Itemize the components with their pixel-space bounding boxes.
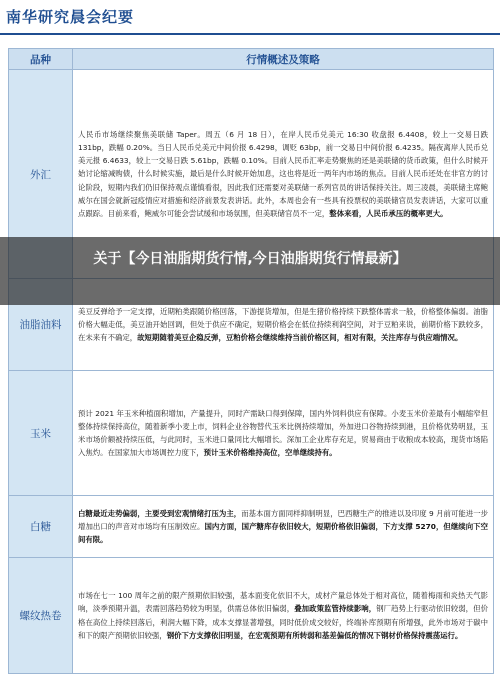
summary-emphasis: 叠加政策监管持续影响， (294, 604, 377, 614)
column-header-category: 品种 (9, 49, 73, 70)
summary-text: 预计 2021 年玉米种植面积增加，产量提升，同时产需缺口得到保障，国内外饲料供应有保障。小麦玉米价差最有小幅缩窄但整体持续保持高位，随着新季小麦上市，饲料企业谷物替代玉米比例持续增加，外加进口谷物持续到港，且价格优势明显，玉米市场价额被持续压低，与此同时，玉米进口量同比大幅增长。深加工企业库存充足，贸易商由于收粮成本较高，现货市场陷入焦灼。在国家加大市场调控力度下， (78, 408, 488, 458)
table-row (9, 371, 494, 496)
summary-conclusion: 整体来看，人民币承压的概率更大。 (329, 209, 448, 218)
page-header (0, 0, 500, 42)
summary-cell (73, 371, 494, 496)
summary-conclusion: 故短期随着美豆企稳反弹，豆粕价格会继续维持当前价格区间，相对有限，关注库存与供应端情况。 (137, 333, 463, 343)
page-title: 南华研究晨会纪要 (6, 8, 135, 26)
table-row (9, 558, 494, 674)
category-cell: 油脂油料 (9, 279, 73, 371)
summary-cell (73, 496, 494, 558)
category-cell: 螺纹热卷 (9, 558, 73, 674)
summary-text: 美豆反弹给予一定支撑，近期粕类跟随价格回落，下游提货增加，但是生猪价格持续下跌整体需求一般，价格整体偏弱。油脂价格大幅走低，美豆油开始回调，但处于供应不确定，短期价格会在低位持续利润空间，对于豆粕来说，前期价格下跌较多，在未来有不确定， (78, 306, 488, 343)
summary-text-continued: 钢厂趋势上行驱动依旧较弱，但价格在高位上持续回落后，利润大幅下降，成本支撑显著增强，同时低价成交较好，终端补库预期有所增强，此外市场对于碳中和下的限产预期依旧较强， (78, 604, 488, 640)
article-title[interactable]: 关于【今日油脂期货行情,今日油脂期货行情最新】 (93, 251, 407, 267)
category-cell: 玉米 (9, 371, 73, 496)
table-row (9, 496, 494, 558)
header-divider (0, 33, 500, 35)
summary-text: 而基本面方面同样抑制明显，巴西糖生产的推进以及印度 9 月前可能进一步增加出口的声音对市场均有压制效应。 (78, 508, 488, 531)
summary-cell (73, 558, 494, 674)
category-cell: 外汇 (9, 70, 73, 279)
table-header-row (9, 49, 494, 70)
summary-conclusion: 预计玉米价格维持高位，空单继续持有。 (203, 448, 337, 458)
summary-conclusion: 钢价下方支撑依旧明显，在宏观预期有所转弱和基差偏低的情况下钢材价格保持震荡运行。 (166, 630, 463, 640)
strategy-table (8, 48, 494, 674)
summary-conclusion: 国内方面，国产糖库存依旧较大，短期价格依旧偏弱，下方支撑 5270，但继续向下空间有限。 (78, 521, 488, 545)
summary-text: 市场在七一 100 周年之前的限产预期依旧较强，基本面变化依旧不大，成材产量总体处于相对高位，随着梅雨和炎热天气影响，淡季预期升温，表需回落趋势较为明显，供需总体依旧偏弱， (78, 591, 488, 614)
column-header-summary: 行情概述及策略 (73, 49, 494, 70)
category-cell: 白糖 (9, 496, 73, 558)
summary-lead: 白糖最近走势偏弱，主要受到宏观情绪打压为主， (78, 508, 242, 518)
summary-text: 人民币市场继续聚焦美联储 Taper。周五（6 月 18 日），在岸人民币兑美元 16:30 收盘报 6.4408，较上一交易日跌 131bp，跌幅 0.20%。当日人民币兑美元中间价报 6.4298，调贬 63bp，前一交易日中间价报 6.4235。隔夜离岸人民币兑美元报 6.4633，较上一交易日跌 5.61bp，跌幅 0.10%。目前人民币汇率走势聚焦的还是美联储的货币政策，但什么时候开始讨论缩减购债，什么时候实施，最后是什么时候开始加息，这也将是近一两年内市场的焦点。目前人民币还处在非官方的讨论阶段，短期内我们仍旧保持观点谨慎看很，因此我们还需要对美联储一系列官员的讲话保持关注。周三凌晨，美联储主席鲍威尔在国会就新冠疫情应对措施和经济前景发表讲话。此外，本周也会有一些具有投票权的美联储官员发表讲话，大家可以重点跟踪。目前来看，鲍威尔可能会尝试缓和市场氛围，但美联储官员不一定， (78, 129, 488, 218)
article-title-banner[interactable] (0, 237, 500, 305)
